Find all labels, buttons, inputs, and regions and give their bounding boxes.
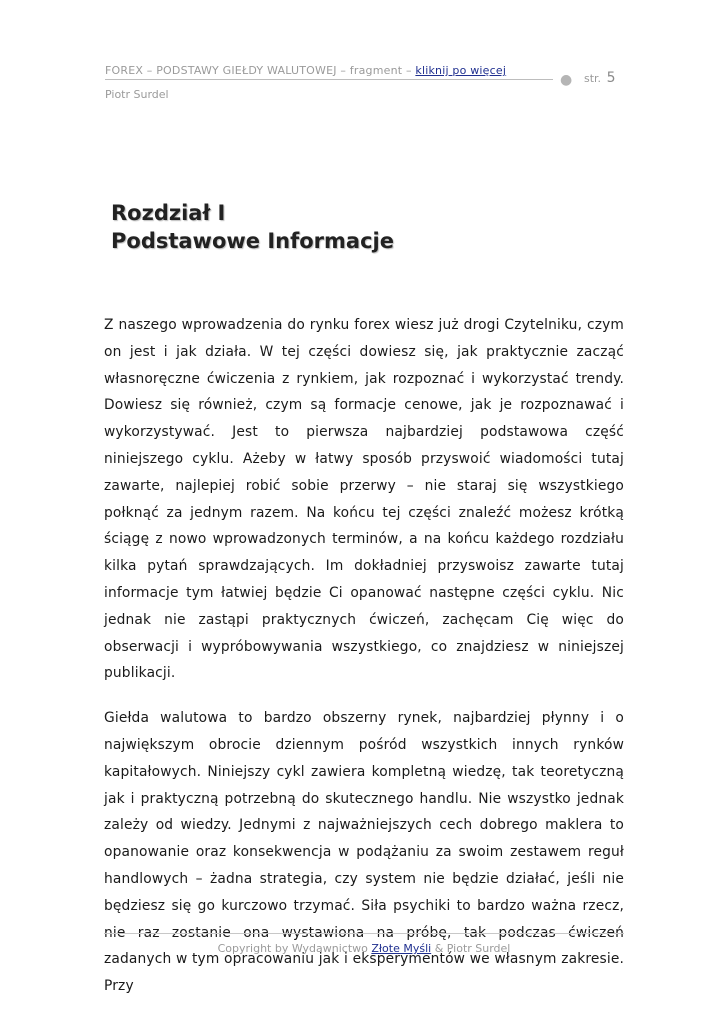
more-link[interactable]: kliknij po więcej [415, 64, 507, 77]
header-title-line [105, 64, 553, 80]
footer-divider [104, 933, 624, 934]
paragraph-1: Z naszego wprowadzenia do rynku forex wiesz już drogi Czytelniku, czym on jest i jak działa. W tej części dowiesz się, jak praktycznie zacząć własnoręczne ćwiczenia z rynkiem, jak rozpoznać i wykorzystać trendy. Dowiesz się również, czym są formacje cenowe, jak je rozpoznawać i wykorzystywać. Jest to pierwsza najbardziej podstawowa część niniejszego cyklu. Ażeby w łatwy sposób przyswoić wiadomości tutaj zawarte, najlepiej robić sobie przerwy – nie staraj się wszystkiego połknąć za jednym razem. Na końcu tej części znaleźć możesz krótką ściągę z nowo wprowadzonych terminów, a na końcu każdego rozdziału kilka pytań sprawdzających. Im dokładniej przyswoisz zawarte tutaj informacje tym łatwiej będzie Ci opanować następne części cyklu. Nic jednak nie zastąpi praktycznych ćwiczeń, zachęcam Cię więc do obserwacji i wypróbowywania wszystkiego, co znajdziesz w niniejszej publikacji. [104, 317, 624, 682]
page-footer [104, 942, 624, 955]
publisher-link[interactable]: Złote Myśli [371, 942, 432, 955]
page-header [105, 64, 625, 101]
header-author: Piotr Surdel [105, 88, 169, 101]
page-number-value: 5 [606, 70, 616, 86]
chapter-heading [111, 199, 394, 255]
paragraph-2: Giełda walutowa to bardzo obszerny rynek, najbardziej płynny i o największym obrocie dziennym pośród wszystkich innych rynków kapitałowych. Niniejszy cykl zawiera kompletną wiedzę, tak teoretyczną jak i praktyczną potrzebną do skutecznego handlu. Nie wszystko jednak zależy od wiedzy. Jednymi z najważniejszych cech dobrego maklera to opanowanie oraz konsekwencja w podążaniu za swoim zestawem reguł handlowych – żadna strategia, czy system nie będzie działać, jeśli nie będziesz się go kurczowo trzymać. Siła psychiki to bardzo ważna rzecz, nie raz zostanie ona wystawiona na próbę, tak podczas ćwiczeń zadanych w tym opracowaniu jak i eksperymentów we własnym zakresie. Przy [104, 710, 624, 995]
footer-author: & Piotr Surdel [434, 942, 511, 955]
footer-copyright: Copyright by Wydawnictwo [217, 942, 368, 955]
header-title: FOREX – PODSTAWY GIEŁDY WALUTOWEJ – fragment – [105, 64, 412, 77]
body-text [104, 312, 624, 1000]
page-number [584, 70, 615, 86]
bullet-icon: ● [560, 72, 573, 88]
chapter-number: Rozdział I [111, 201, 226, 225]
chapter-title: Podstawowe Informacje [111, 229, 394, 253]
page-label: str. [584, 72, 602, 85]
